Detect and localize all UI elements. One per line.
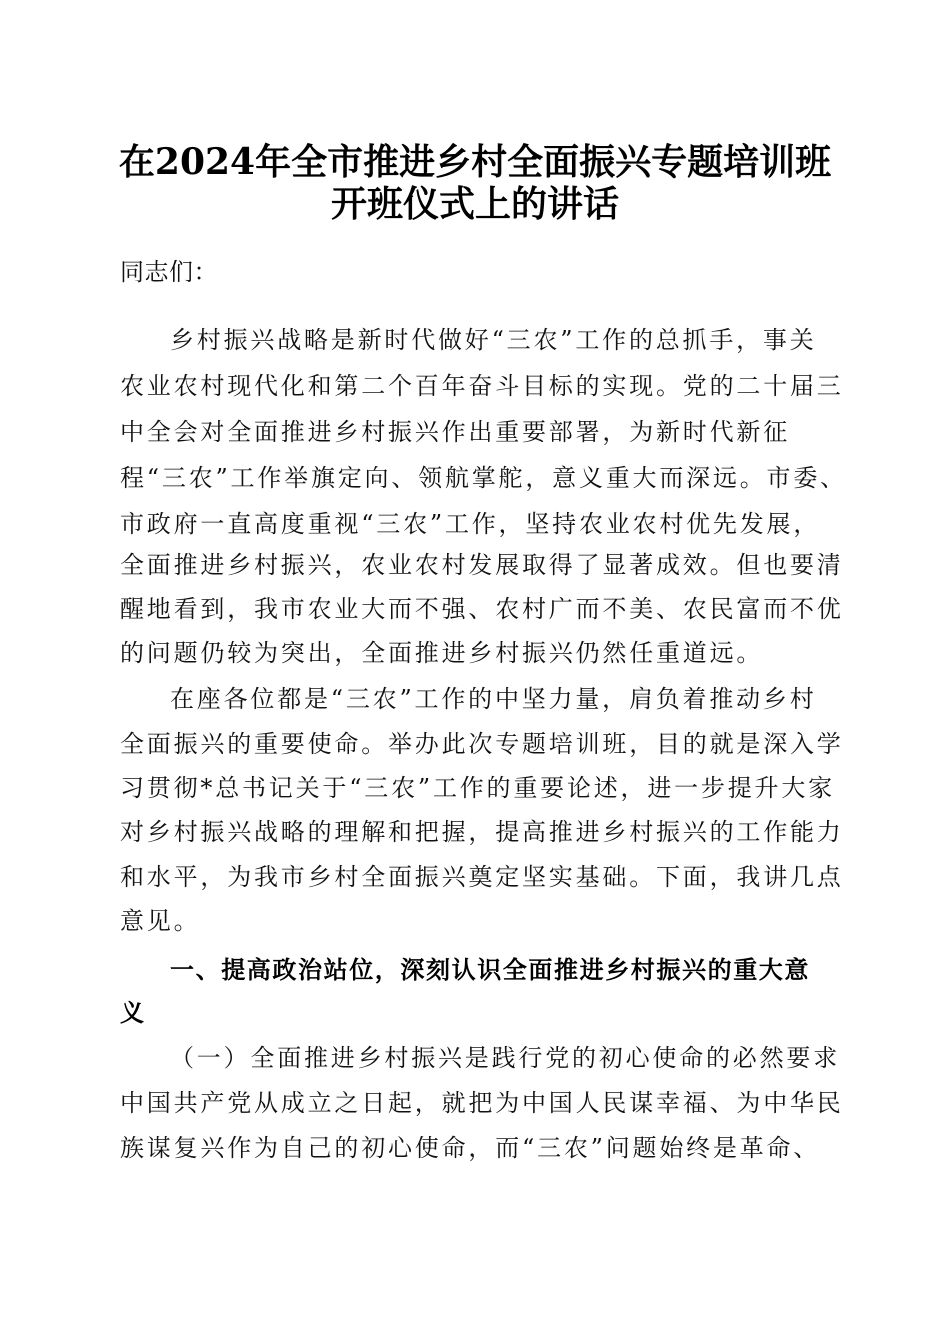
paragraph-line: 的问题仍较为突出，全面推进乡村振兴仍然任重道远。: [120, 639, 764, 667]
paragraph-line: 习贯彻*总书记关于“三农”工作的重要论述，进一步提升大家: [120, 774, 835, 802]
paragraph-line: 市政府一直高度重视“三农”工作，坚持农业农村优先发展，: [120, 510, 821, 538]
paragraph-line: 对乡村振兴战略的理解和把握，提高推进乡村振兴的工作能力: [120, 818, 844, 846]
subsection-heading: （一）全面推进乡村振兴是践行党的初心使命的必然要求: [170, 1044, 840, 1072]
paragraph-line: 意见。: [120, 907, 201, 935]
title-line-2: 开班仪式上的讲话: [330, 183, 619, 225]
paragraph-line: 中全会对全面推进乡村振兴作出重要部署，为新时代新征: [120, 418, 790, 446]
paragraph-line: 全面振兴的重要使命。举办此次专题培训班，目的就是深入学: [120, 730, 844, 758]
paragraph-line: 醒地看到，我市农业大而不强、农村广而不美、农民富而不优: [120, 595, 844, 623]
paragraph-line: 农业农村现代化和第二个百年奋斗目标的实现。党的二十届三: [120, 372, 844, 400]
section-heading: 一、提高政治站位，深刻认识全面推进乡村振兴的重大意: [170, 956, 810, 984]
paragraph-line: 中国共产党从成立之日起，就把为中国人民谋幸福、为中华民: [120, 1089, 844, 1117]
paragraph-line: 全面推进乡村振兴，农业农村发展取得了显著成效。但也要清: [120, 551, 844, 579]
title-line-1: 在2024年全市推进乡村全面振兴专题培训班: [118, 141, 832, 183]
paragraph-line: 乡村振兴战略是新时代做好“三农”工作的总抓手，事关: [170, 326, 817, 354]
salutation: 同志们：: [120, 258, 218, 286]
paragraph-line: 族谋复兴作为自己的初心使命，而“三农”问题始终是革命、: [120, 1134, 821, 1162]
section-heading-continued: 义: [120, 999, 146, 1027]
paragraph-line: 和水平，为我市乡村全面振兴奠定坚实基础。下面，我讲几点: [120, 863, 844, 891]
paragraph-line: 在座各位都是“三农”工作的中坚力量，肩负着推动乡村: [170, 685, 817, 713]
paragraph-line: 程“三农”工作举旗定向、领航掌舵，意义重大而深远。市委、: [120, 464, 847, 492]
